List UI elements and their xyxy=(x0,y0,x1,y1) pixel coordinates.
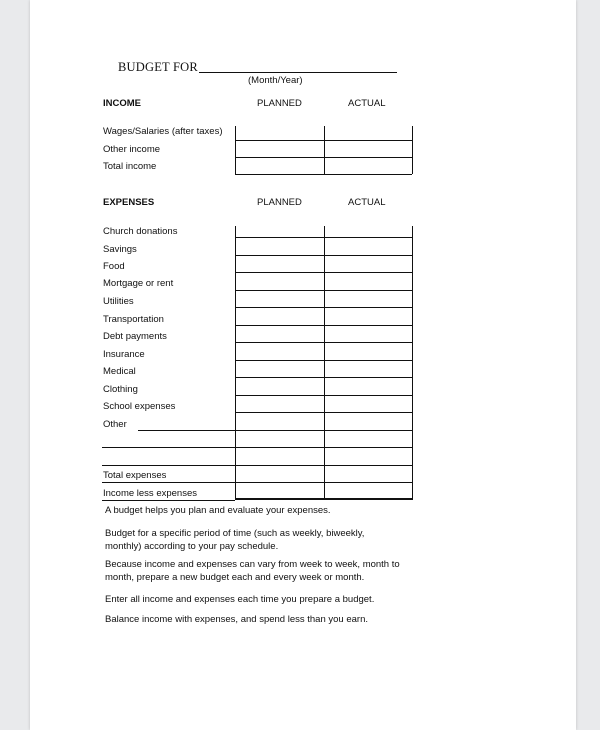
income-actual-header: ACTUAL xyxy=(348,98,386,109)
expenses-actual-header: ACTUAL xyxy=(348,197,386,208)
expense-total-label: Total expenses xyxy=(103,470,167,481)
budget-tip: Enter all income and expenses each time you prepare a budget. xyxy=(105,594,375,605)
budget-tip: A budget helps you plan and evaluate your expenses. xyxy=(105,505,331,516)
income-planned-header: PLANNED xyxy=(257,98,302,109)
expense-grid-line xyxy=(324,226,325,500)
budget-tip: Balance income with expenses, and spend less than you earn. xyxy=(105,614,368,625)
document-page xyxy=(30,0,576,730)
month-year-caption: (Month/Year) xyxy=(248,75,303,86)
income-grid-line xyxy=(235,126,236,174)
expense-total-label: Income less expenses xyxy=(103,488,197,499)
budget-tip: Because income and expenses can vary from week to week, month to month, prepare a new budget each and every week or month. xyxy=(105,559,400,583)
expense-row-label: Clothing xyxy=(103,384,138,395)
income-grid-line xyxy=(235,174,412,175)
expense-row-label: Food xyxy=(103,261,125,272)
income-grid-line xyxy=(324,126,325,174)
income-row-label: Other income xyxy=(103,144,161,155)
expense-grid-line xyxy=(102,482,412,483)
other-expense-blank[interactable] xyxy=(138,430,235,431)
income-row-label: Wages/Salaries (after taxes) xyxy=(103,126,223,137)
page-title: BUDGET FOR xyxy=(118,60,198,74)
expense-row-label: Insurance xyxy=(103,349,145,360)
income-grid-line xyxy=(412,126,413,174)
expense-row-label: Other xyxy=(103,419,127,430)
expense-row-label: Transportation xyxy=(103,314,164,325)
expense-grid-line xyxy=(235,226,236,500)
month-year-blank[interactable] xyxy=(199,72,397,73)
expense-row-label: Savings xyxy=(103,244,137,255)
income-row-label: Total income xyxy=(103,161,157,172)
expense-row-label: Debt payments xyxy=(103,331,167,342)
expense-grid-line xyxy=(412,226,413,500)
expense-row-label: Mortgage or rent xyxy=(103,278,174,289)
expense-row-label: School expenses xyxy=(103,401,176,412)
budget-tip: Budget for a specific period of time (such as weekly, biweekly, monthly) according to your pay schedule. xyxy=(105,528,365,552)
expense-row-label: Utilities xyxy=(103,296,134,307)
expense-row-label: Church donations xyxy=(103,226,178,237)
expenses-planned-header: PLANNED xyxy=(257,197,302,208)
expense-grid-line xyxy=(102,447,412,448)
expense-grid-line xyxy=(102,500,235,501)
expense-grid-line xyxy=(102,465,412,466)
expenses-heading: EXPENSES xyxy=(103,197,155,208)
expense-row-label: Medical xyxy=(103,366,136,377)
income-heading: INCOME xyxy=(103,98,141,109)
